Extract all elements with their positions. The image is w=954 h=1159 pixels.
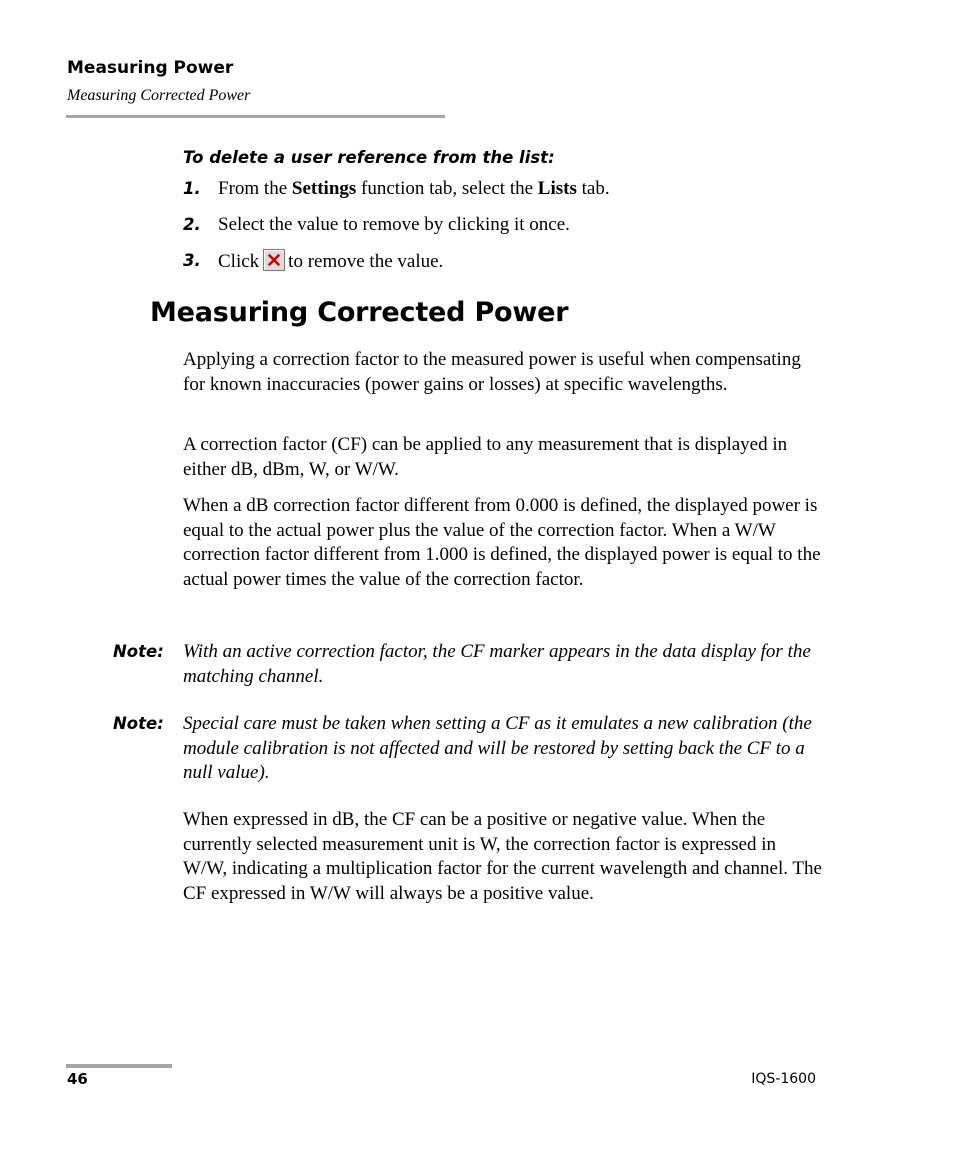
step-number: 3. <box>183 251 201 270</box>
note-text: With an active correction factor, the CF marker appears in the data display for the matching channel. <box>183 641 811 687</box>
note-text: Special care must be taken when setting a CF as it emulates a new calibration (the module calibration is not affected and will be restored by setting back the CF to a null value). <box>183 713 812 784</box>
note-label: Note: <box>113 714 164 733</box>
settings-term: Settings <box>291 178 357 199</box>
step-number: 2. <box>183 215 201 234</box>
step-number: 1. <box>183 179 201 198</box>
product-name: IQS-1600 <box>751 1071 816 1087</box>
note-label: Note: <box>113 642 164 661</box>
body-paragraph-3: When a dB correction factor different from 0.000 is defined, the displayed power is equal to the actual power plus the value of the correction factor. When a W/W correction factor different from 1.000 is defined, the displayed power is equal to the actual power times the value of the correction factor. <box>183 495 821 590</box>
step-text: Click to remove the value. <box>218 251 444 272</box>
page-number: 46 <box>67 1070 88 1088</box>
header-rule <box>66 115 445 118</box>
step-text: Select the value to remove by clicking it once. <box>218 214 570 235</box>
delete-x-icon <box>263 249 285 271</box>
running-header-chapter: Measuring Power <box>67 58 234 78</box>
footer-rule <box>66 1064 172 1068</box>
body-paragraph-4: When expressed in dB, the CF can be a positive or negative value. When the currently selected measurement unit is W, the correction factor is expressed in W/W, indicating a multiplication factor for the current wavelength and channel. The CF expressed in W/W will always be a positive value. <box>183 809 822 904</box>
body-paragraph-1: Applying a correction factor to the measured power is useful when compensating for known inaccuracies (power gains or losses) at specific wavelengths. <box>183 349 801 395</box>
body-paragraph-2: A correction factor (CF) can be applied to any measurement that is displayed in either dB, dBm, W, or W/W. <box>183 434 788 480</box>
step-text: From the Settings function tab, select the Lists tab. <box>218 178 610 199</box>
procedure-title: To delete a user reference from the list: <box>183 148 555 167</box>
running-header-section: Measuring Corrected Power <box>67 87 251 104</box>
section-heading: Measuring Corrected Power <box>150 297 569 328</box>
lists-term: Lists <box>537 178 577 199</box>
